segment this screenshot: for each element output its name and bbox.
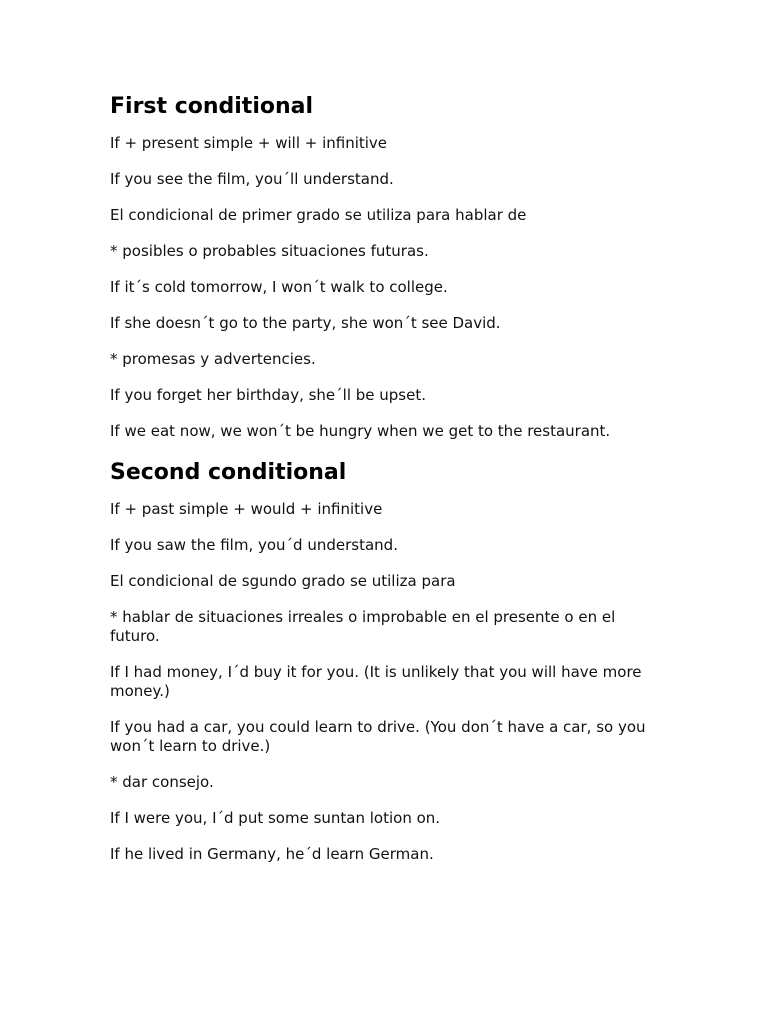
second-example-car: If you had a car, you could learn to drive. (You don´t have a car, so you won´t learn to drive.) — [110, 718, 646, 755]
first-explanation: El condicional de primer grado se utiliza para hablar de — [110, 206, 527, 224]
document-page — [110, 92, 650, 881]
second-use-unreal-situations: * hablar de situaciones irreales o improbable en el presente o en el futuro. — [110, 608, 616, 645]
second-example-germany: If he lived in Germany, he´d learn German. — [110, 845, 434, 863]
first-example-party: If she doesn´t go to the party, she won´t see David. — [110, 314, 501, 332]
second-use-advice: * dar consejo. — [110, 773, 214, 791]
second-example-suntan: If I were you, I´d put some suntan lotion on. — [110, 809, 441, 827]
first-example-film: If you see the film, you´ll understand. — [110, 170, 394, 188]
first-example-birthday: If you forget her birthday, she´ll be upset. — [110, 386, 426, 404]
first-formula: If + present simple + will + infinitive — [110, 134, 388, 152]
first-use-promises: * promesas y advertencies. — [110, 350, 316, 368]
first-conditional-heading: First conditional — [110, 94, 314, 119]
first-use-possible-situations: * posibles o probables situaciones futuras. — [110, 242, 429, 260]
second-example-money: If I had money, I´d buy it for you. (It is unlikely that you will have more money.) — [110, 663, 642, 700]
second-conditional-heading: Second conditional — [110, 460, 347, 485]
second-explanation: El condicional de sgundo grado se utiliza para — [110, 572, 456, 590]
first-example-cold: If it´s cold tomorrow, I won´t walk to college. — [110, 278, 448, 296]
first-example-eat: If we eat now, we won´t be hungry when we get to the restaurant. — [110, 422, 611, 440]
second-example-film: If you saw the film, you´d understand. — [110, 536, 398, 554]
second-formula: If + past simple + would + infinitive — [110, 500, 383, 518]
